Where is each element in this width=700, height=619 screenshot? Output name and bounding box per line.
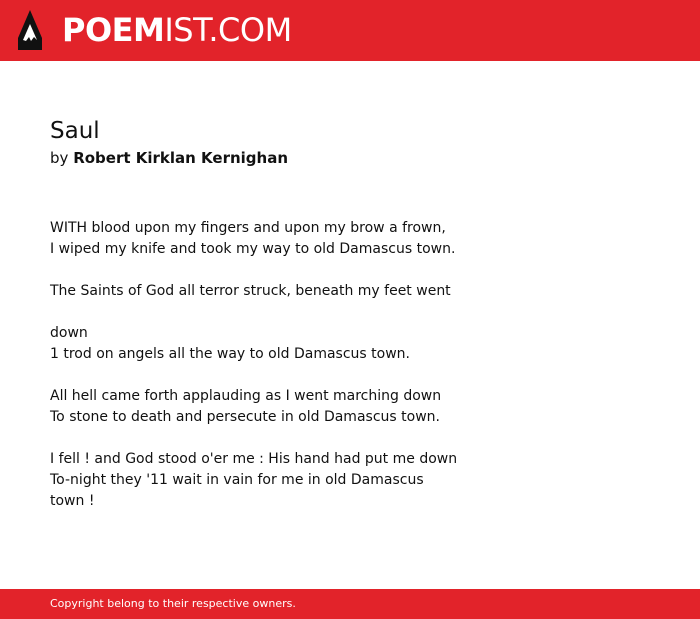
author-name: Robert Kirklan Kernighan xyxy=(73,149,289,167)
poem-line: I wiped my knife and took my way to old Damascus town. xyxy=(50,241,456,257)
by-label: by xyxy=(50,149,69,167)
poem-line: town ! xyxy=(50,493,95,509)
stanza-break xyxy=(50,302,470,323)
poem-body xyxy=(50,218,470,512)
copyright-text: Copyright belong to their respective owners. xyxy=(50,597,296,610)
poem-line: 1 trod on angels all the way to old Damascus town. xyxy=(50,346,410,362)
site-header xyxy=(0,0,700,61)
site-logo[interactable] xyxy=(62,12,292,48)
stanza-break xyxy=(50,260,470,281)
logo-bold-text: POEM xyxy=(62,11,165,49)
poem-line: To-night they '11 wait in vain for me in old Damascus xyxy=(50,472,424,488)
poem-line: I fell ! and God stood o'er me : His hand had put me down xyxy=(50,451,458,467)
site-footer xyxy=(0,589,700,619)
poem-title: Saul xyxy=(50,118,100,144)
poem-line: down xyxy=(50,325,88,341)
stanza-break xyxy=(50,428,470,449)
poem-line: WITH blood upon my fingers and upon my brow a frown, xyxy=(50,220,446,236)
logo-light-text: IST.COM xyxy=(164,11,292,49)
poem-line: The Saints of God all terror struck, beneath my feet went xyxy=(50,283,451,299)
stanza-break xyxy=(50,365,470,386)
poem-line: To stone to death and persecute in old Damascus town. xyxy=(50,409,440,425)
poem-line: All hell came forth applauding as I went marching down xyxy=(50,388,442,404)
poem-byline xyxy=(50,148,288,168)
pencil-tip-icon[interactable] xyxy=(18,10,42,50)
